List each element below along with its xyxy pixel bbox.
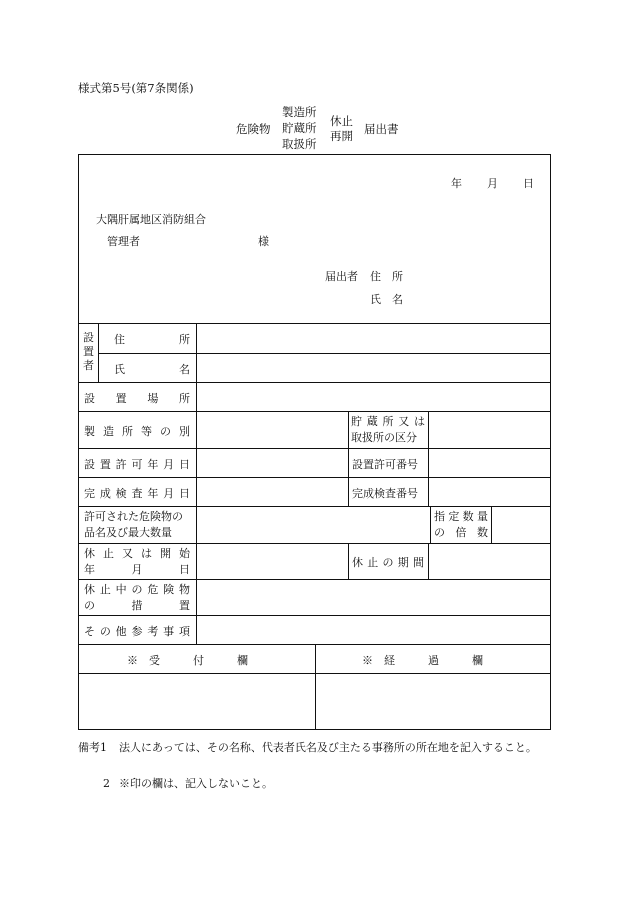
- measures-line-1: 休 止 中 の 危 険 物: [84, 583, 190, 596]
- title-prefix: 危険物: [236, 122, 271, 136]
- permit-number-label: 設置許可番号: [352, 458, 418, 471]
- title-action-1: 休止: [330, 114, 353, 128]
- measures-label: [84, 582, 190, 614]
- vline-mid-right: [428, 411, 429, 506]
- notifier-name-label: 氏 名: [370, 293, 403, 306]
- hazmat-line-1: 許可された危険物の: [84, 510, 183, 523]
- date-line: [451, 175, 534, 191]
- measures-line-2: の 措 置: [84, 599, 190, 612]
- storage-kind-line-2: 取扱所の区分: [351, 431, 417, 444]
- notifier-address-label: 住 所: [370, 270, 403, 283]
- title-facility-1: 製造所: [282, 105, 317, 119]
- divider: [78, 448, 551, 449]
- installer-label: 設置者: [83, 331, 94, 372]
- permit-date-label: 設 置 許 可 年 月 日: [84, 458, 190, 471]
- divider-installer: [98, 353, 551, 354]
- vline-mid: [348, 411, 349, 506]
- date-day: 日: [523, 177, 534, 190]
- installer-name-label: 氏 名: [114, 363, 190, 376]
- storage-kind-label: [351, 414, 425, 446]
- vline-period-value: [428, 543, 429, 579]
- facility-kind-label: 製 造 所 等 の 別: [84, 425, 190, 438]
- inspection-number-label: 完成検査番号: [352, 487, 418, 500]
- title-facility-2: 貯蔵所: [282, 121, 317, 135]
- other-label: そ の 他 参 考 事 項: [84, 625, 190, 638]
- storage-kind-line-1: 貯 蔵 所 又 は: [351, 415, 425, 428]
- date-year: 年: [451, 177, 462, 190]
- reception-label: ※ 受 付 欄: [127, 654, 248, 667]
- suspend-period-label: 休 止 の 期 間: [352, 556, 424, 569]
- title-suffix: 届出書: [364, 122, 399, 136]
- vline-bottom: [315, 644, 316, 730]
- divider: [78, 382, 551, 383]
- notes-item-2: ※印の欄は、記入しないこと。: [119, 777, 273, 790]
- divider: [78, 506, 551, 507]
- honorific: 様: [258, 235, 269, 248]
- divider: [78, 579, 551, 580]
- title-action-2: 再開: [330, 129, 353, 143]
- suspend-date-label: [84, 546, 190, 578]
- addressee-title: 管理者: [107, 235, 140, 248]
- vline-installer: [98, 323, 99, 382]
- inspection-date-label: 完 成 検 査 年 月 日: [84, 487, 190, 500]
- divider: [78, 477, 551, 478]
- addressee-org: 大隅肝属地区消防組合: [96, 213, 206, 226]
- vline-period: [348, 543, 349, 579]
- notes-label: 備考1: [78, 741, 107, 754]
- notes-item-1: 法人にあっては、その名称、代表者氏名及び主たる事務所の所在地を記入すること。: [119, 741, 537, 754]
- installer-address-label: 住 所: [114, 333, 190, 346]
- location-label: 設 置 場 所: [84, 392, 190, 405]
- form-id: 様式第5号(第7条関係): [78, 81, 194, 95]
- divider: [78, 411, 551, 412]
- vline-qty-value: [491, 506, 492, 543]
- date-month: 月: [487, 177, 498, 190]
- hazmat-line-2: 品名及び最大数量: [84, 526, 172, 539]
- divider: [78, 615, 551, 616]
- designated-qty-line-1: 指 定 数 量: [434, 510, 488, 523]
- title-facility-3: 取扱所: [282, 137, 317, 151]
- designated-qty-line-2: の 倍 数: [434, 526, 488, 539]
- notifier-label: 届出者: [325, 270, 358, 283]
- suspend-date-line-2: 年 月 日: [84, 563, 190, 576]
- vline-qty-label: [430, 506, 431, 543]
- designated-qty-label: [434, 509, 488, 541]
- suspend-date-line-1: 休 止 又 は 開 始: [84, 547, 190, 560]
- vline-label-col: [196, 323, 197, 644]
- progress-label: ※ 経 過 欄: [362, 654, 483, 667]
- divider: [78, 543, 551, 544]
- divider-header: [78, 323, 551, 324]
- notes-item-2-number: 2: [103, 777, 110, 790]
- hazmat-label: [84, 509, 192, 541]
